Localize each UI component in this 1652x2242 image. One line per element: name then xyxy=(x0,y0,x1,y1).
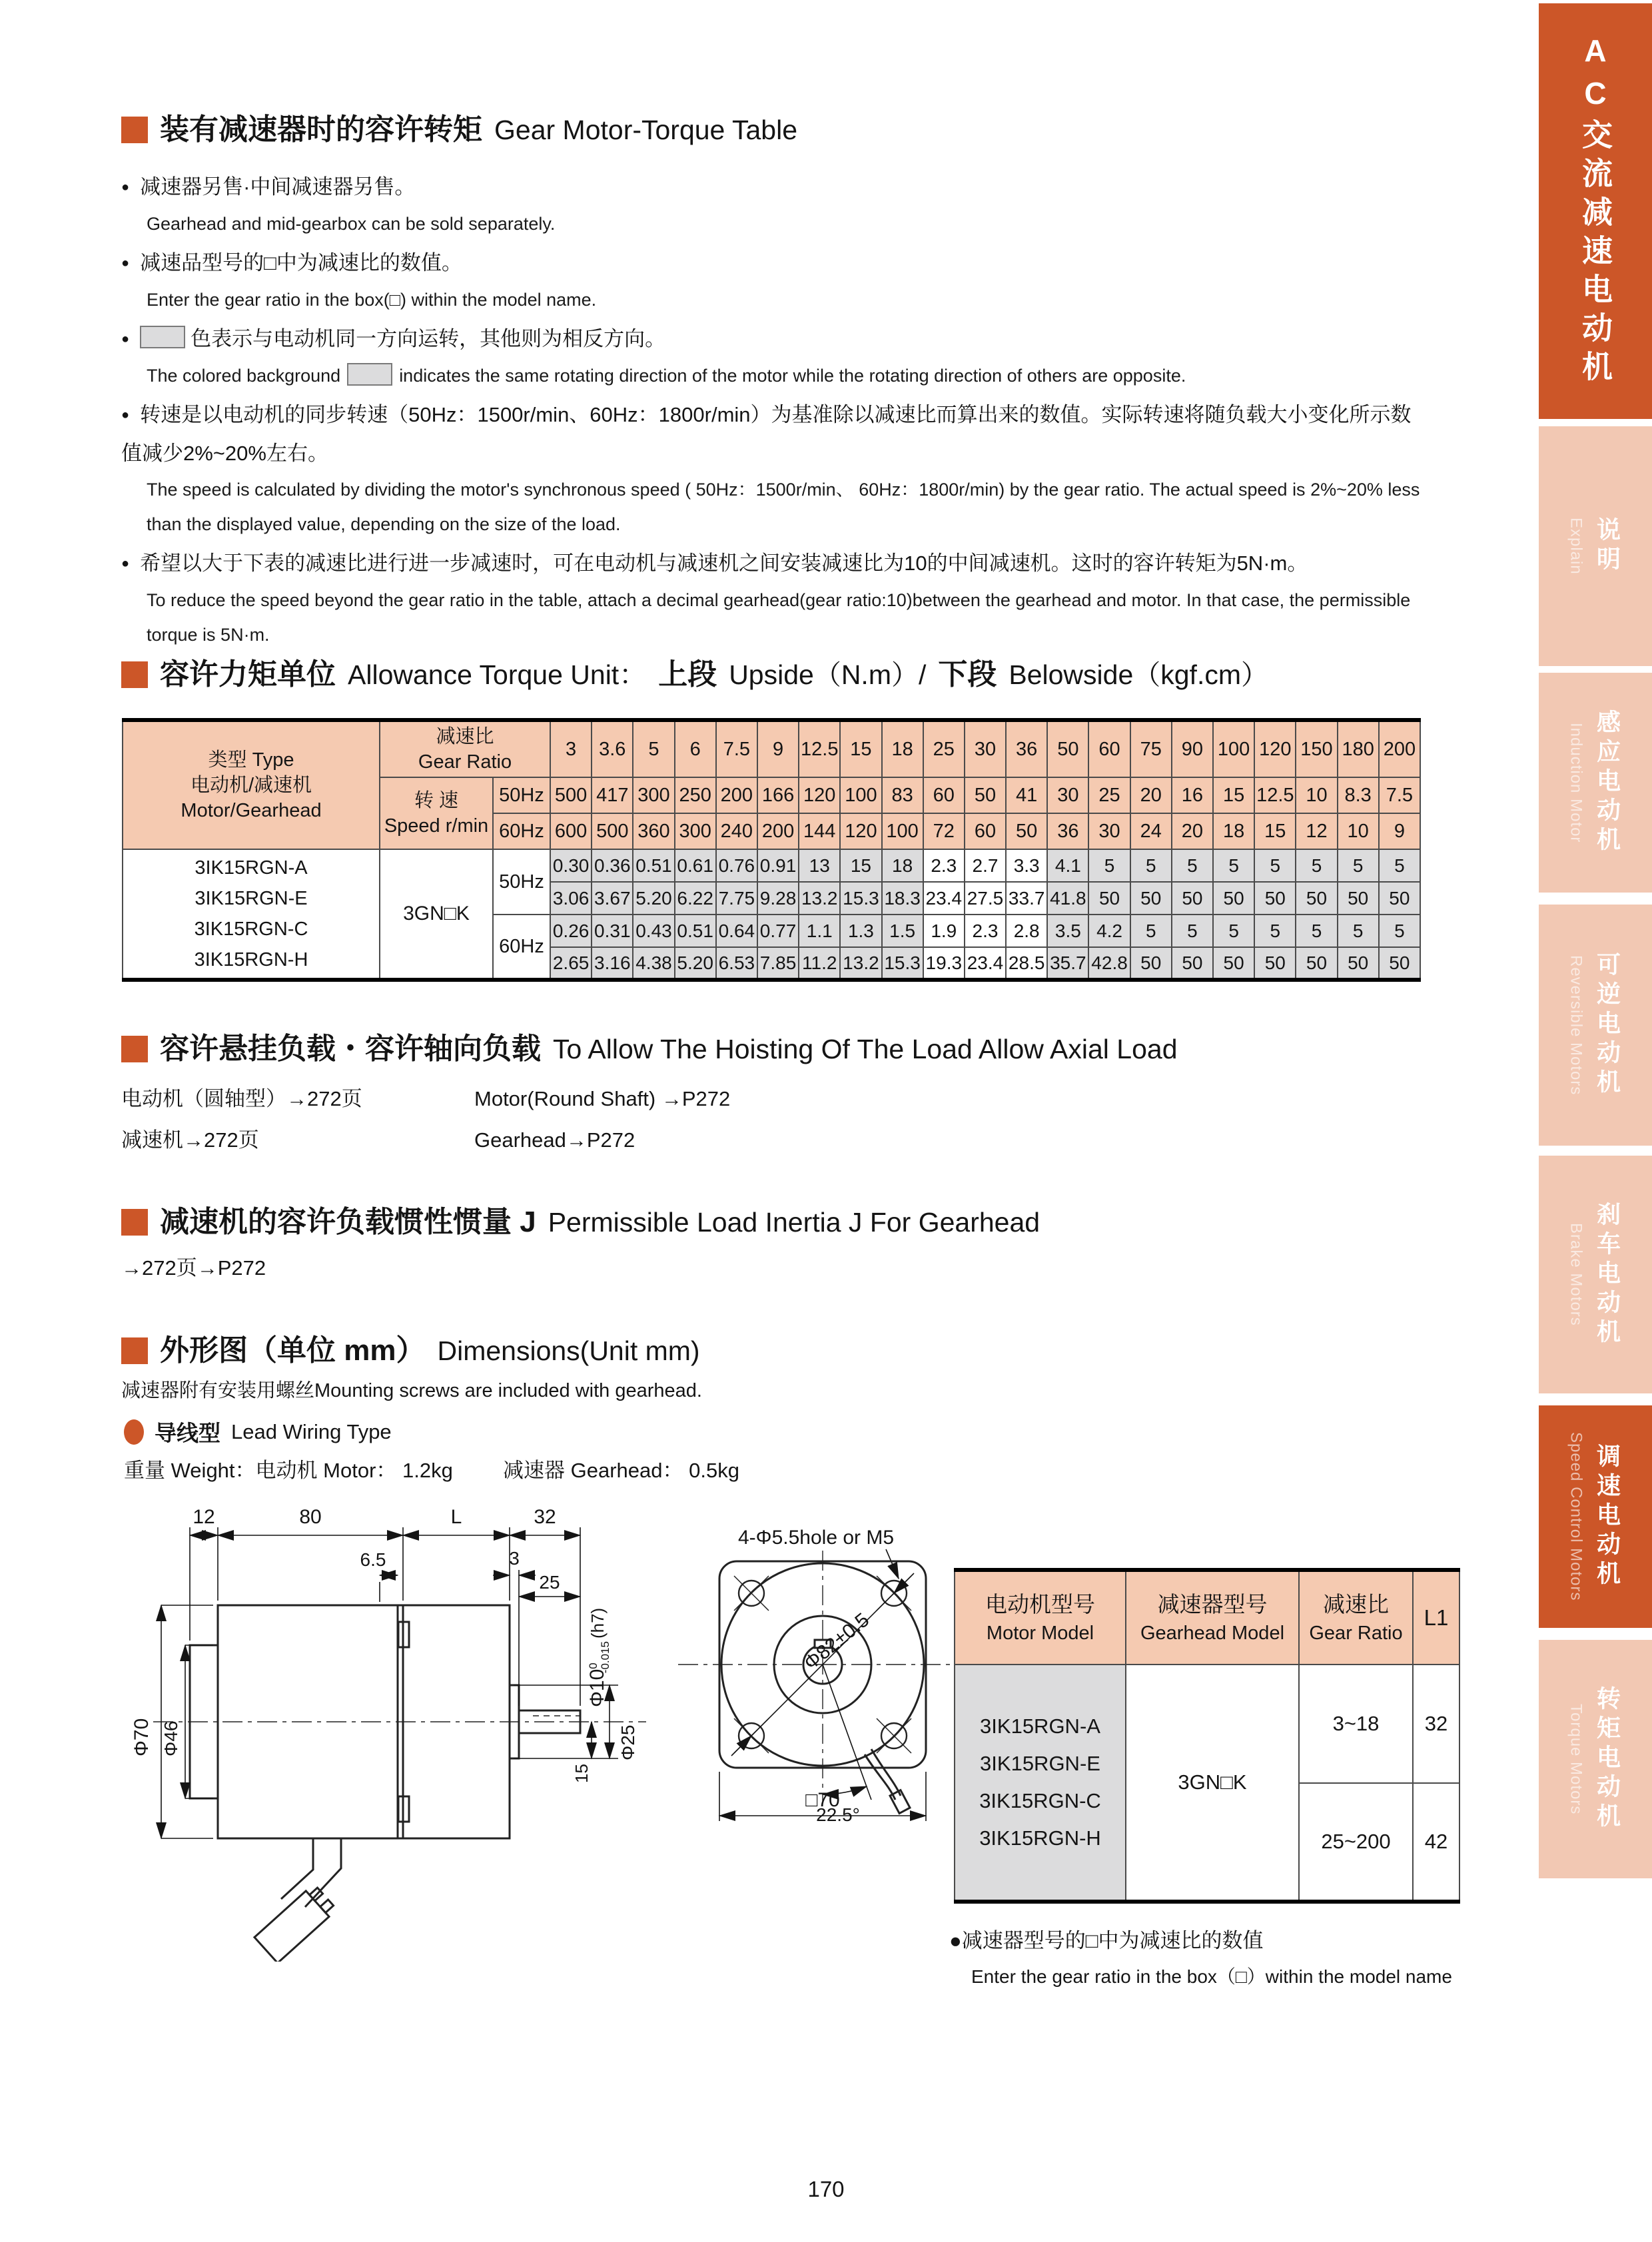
torque-60hz-kgfcm-cell: 50 xyxy=(1338,947,1379,980)
speed-60hz-value-cell: 12 xyxy=(1296,813,1337,849)
torque-60hz-nm-cell: 5 xyxy=(1172,915,1213,947)
speed-50hz-value-cell: 300 xyxy=(633,777,674,813)
torque-60hz-kgfcm-cell: 6.53 xyxy=(716,947,757,980)
gear-ratio-value-cell: 50 xyxy=(1047,720,1088,777)
lead-wire xyxy=(254,1838,341,1962)
sidebar-category-ac-gear-motors: AC交流减速电动机 xyxy=(1539,3,1652,419)
unit-title-zh: 容许力矩单位 xyxy=(160,658,336,691)
speed-50hz-value-cell: 200 xyxy=(716,777,757,813)
torque-50hz-nm-cell: 13 xyxy=(799,849,840,882)
torque-60hz-nm-cell: 0.43 xyxy=(633,915,674,947)
torque-60hz-kgfcm-cell: 50 xyxy=(1296,947,1337,980)
front-view-drawing xyxy=(666,1520,973,1840)
model-table-note-en: Enter the gear ratio in the box（□）within the model name xyxy=(971,1966,1452,1987)
side-view-drawing xyxy=(113,1495,699,1962)
speed-50hz-value-cell: 30 xyxy=(1047,777,1088,813)
speed-50hz-value-cell: 60 xyxy=(923,777,965,813)
gear-ratio-value-cell: 60 xyxy=(1088,720,1130,777)
motor-models-cell: 3IK15RGN-A 3IK15RGN-E 3IK15RGN-C 3IK15RGN-H xyxy=(955,1665,1126,1902)
color-swatch-icon xyxy=(347,363,392,386)
gear-ratio-value-cell: 7.5 xyxy=(716,720,757,777)
gear-ratio-value-cell: 150 xyxy=(1296,720,1337,777)
torque-60hz-kgfcm-cell: 35.7 xyxy=(1047,947,1088,980)
speed-50hz-value-cell: 50 xyxy=(965,777,1006,813)
sidebar-item-brake-motors: Brake Motors 刹车电动机 xyxy=(1539,1156,1652,1393)
speed-50hz-value-cell: 25 xyxy=(1088,777,1130,813)
speed-60hz-value-cell: 100 xyxy=(882,813,923,849)
torque-60hz-kgfcm-cell: 11.2 xyxy=(799,947,840,980)
note-zh: 希望以大于下表的减速比进行进一步减速时，可在电动机与减速机之间安装减速比为10的中间减速机。这时的容许转矩为5N·m。 xyxy=(140,552,1308,575)
speed-60hz-value-cell: 18 xyxy=(1213,813,1254,849)
torque-60hz-nm-cell: 5 xyxy=(1213,915,1254,947)
dimensions-title-zh: 外形图（单位 mm） xyxy=(160,1334,426,1367)
speed-60hz-value-cell: 500 xyxy=(592,813,633,849)
bullet-icon: ● xyxy=(121,556,130,571)
shaft-dim-label: $\Phi 10^0-0.015(h7)$ xyxy=(586,1607,612,1707)
sidebar-item-reversible-motors: Reversible Motors 可逆电动机 xyxy=(1539,905,1652,1146)
torque-50hz-kgfcm-cell: 41.8 xyxy=(1047,882,1088,915)
model-table-header-row xyxy=(955,1570,1459,1665)
gear-ratio-value-cell: 15 xyxy=(840,720,881,777)
speed-60hz-value-cell: 24 xyxy=(1130,813,1172,849)
torque-50hz-kgfcm-cell: 50 xyxy=(1379,882,1420,915)
center-lines xyxy=(678,1551,965,1802)
speed-50hz-value-cell: 166 xyxy=(757,777,799,813)
model-table xyxy=(954,1568,1460,1904)
angle-dimension xyxy=(823,1665,871,1800)
hoisting-ref-gearhead-en: Gearhead→P272 xyxy=(474,1128,635,1152)
torque-50hz-kgfcm-cell: 18.3 xyxy=(882,882,923,915)
bullet-icon: ● xyxy=(121,408,130,422)
torque-50hz-nm-cell: 0.36 xyxy=(592,849,633,882)
torque-50hz-kgfcm-cell: 13.2 xyxy=(799,882,840,915)
leader-line xyxy=(886,1549,899,1579)
torque-60hz-nm-cell: 5 xyxy=(1296,915,1337,947)
torque-50hz-nm-cell: 0.91 xyxy=(757,849,799,882)
sidebar-item-speed-control-motors: Speed Control Motors 调速电动机 xyxy=(1539,1405,1652,1628)
ratio-cell: 25~200 xyxy=(1299,1783,1413,1902)
ratio-cell: 3~18 xyxy=(1299,1665,1413,1783)
color-swatch-icon xyxy=(140,326,185,348)
section-title-en: Gear Motor-Torque Table xyxy=(494,115,798,145)
torque-60hz-nm-cell: 5 xyxy=(1338,915,1379,947)
speed-50hz-value-cell: 15 xyxy=(1213,777,1254,813)
speed-50hz-value-cell: 250 xyxy=(675,777,716,813)
torque-60hz-nm-cell: 0.51 xyxy=(675,915,716,947)
note-zh: 减速品型号的□中为减速比的数值。 xyxy=(140,251,462,274)
speed-60hz-value-cell: 15 xyxy=(1254,813,1296,849)
torque-50hz-kgfcm-cell: 50 xyxy=(1172,882,1213,915)
page-number: 170 xyxy=(807,2177,845,2201)
torque-60hz-nm-cell: 5 xyxy=(1130,915,1172,947)
heading-square-icon xyxy=(121,661,148,688)
sidebar-item-explain: Explain 说明 xyxy=(1539,426,1652,666)
speed-50hz-value-cell: 83 xyxy=(882,777,923,813)
speed-50hz-value-cell: 41 xyxy=(1006,777,1047,813)
unit-belowside-en: Belowside（kgf.cm） xyxy=(1009,659,1268,690)
torque-60hz-kgfcm-cell: 28.5 xyxy=(1006,947,1047,980)
torque-60hz-kgfcm-cell: 50 xyxy=(1379,947,1420,980)
dim-label: 32 xyxy=(534,1506,556,1528)
note-item xyxy=(121,168,1427,241)
motor-models-cell: 3IK15RGN-A 3IK15RGN-E 3IK15RGN-C 3IK15RGN-H xyxy=(123,849,380,980)
bullet-icon: ● xyxy=(121,332,130,346)
torque-50hz-nm-cell: 15 xyxy=(840,849,881,882)
torque-60hz-kgfcm-cell: 50 xyxy=(1254,947,1296,980)
speed-60hz-value-cell: 300 xyxy=(675,813,716,849)
l1-cell: 32 xyxy=(1413,1665,1459,1783)
torque-50hz-nm-cell: 5 xyxy=(1130,849,1172,882)
mounting-screws-note: 减速器附有安装用螺丝Mounting screws are included with gearhead. xyxy=(121,1380,702,1401)
torque-60hz-nm-cell: 5 xyxy=(1254,915,1296,947)
speed-50hz-value-cell: 100 xyxy=(840,777,881,813)
heading-square-icon xyxy=(121,1209,148,1236)
sidebar-item-torque-motors: Torque Motors 转矩电动机 xyxy=(1539,1640,1652,1878)
gear-ratio-value-cell: 75 xyxy=(1130,720,1172,777)
type-header-cell: 类型 Type 电动机/减速机 Motor/Gearhead xyxy=(123,720,380,849)
section-unit-heading xyxy=(121,659,1268,690)
weight-motor: 重量 Weight：电动机 Motor： 1.2kg xyxy=(124,1459,453,1482)
dim-label: Φ70 xyxy=(131,1718,153,1756)
speed-50hz-value-cell: 120 xyxy=(799,777,840,813)
hz60-header-cell: 60Hz xyxy=(493,813,550,849)
torque-60hz-nm-cell: 2.3 xyxy=(965,915,1006,947)
torque-60hz-kgfcm-cell: 50 xyxy=(1130,947,1172,980)
speed-60hz-value-cell: 20 xyxy=(1172,813,1213,849)
note-en: The colored background indicates the same rotating direction of the motor while the rotating direction of others are opposite. xyxy=(121,358,1427,393)
speed-60hz-value-cell: 60 xyxy=(965,813,1006,849)
torque-60hz-nm-cell: 0.26 xyxy=(550,915,592,947)
section-title-zh: 装有减速器时的容许转矩 xyxy=(160,113,482,146)
gear-ratio-value-cell: 9 xyxy=(757,720,799,777)
torque-60hz-nm-cell: 1.1 xyxy=(799,915,840,947)
gear-ratio-value-cell: 3.6 xyxy=(592,720,633,777)
dim-label: Φ25 xyxy=(618,1724,638,1760)
torque-60hz-kgfcm-cell: 42.8 xyxy=(1088,947,1130,980)
torque-notes-list xyxy=(121,168,1427,655)
speed-60hz-value-cell: 10 xyxy=(1338,813,1379,849)
torque-60hz-nm-cell: 1.5 xyxy=(882,915,923,947)
torque-50hz-nm-cell: 5 xyxy=(1296,849,1337,882)
torque-50hz-kgfcm-cell: 33.7 xyxy=(1006,882,1047,915)
gearhead-model-cell: 3GN□K xyxy=(380,849,493,980)
torque-50hz-nm-cell: 3.3 xyxy=(1006,849,1047,882)
unit-upside-en: Upside（N.m）/ xyxy=(729,659,927,690)
torque-60hz-kgfcm-cell: 15.3 xyxy=(882,947,923,980)
gear-ratio-header: 减速比 Gear Ratio xyxy=(1299,1570,1413,1665)
hoisting-ref-motor-en: Motor(Round Shaft) →P272 xyxy=(474,1087,731,1110)
gear-ratio-value-cell: 200 xyxy=(1379,720,1420,777)
torque-60hz-kgfcm-cell: 50 xyxy=(1213,947,1254,980)
gear-ratio-value-cell: 30 xyxy=(965,720,1006,777)
note-item xyxy=(121,244,1427,317)
gear-ratio-value-cell: 12.5 xyxy=(799,720,840,777)
speed-60hz-value-cell: 144 xyxy=(799,813,840,849)
unit-upside-zh: 上段 xyxy=(658,658,717,691)
inertia-ref: →272页→P272 xyxy=(121,1256,266,1280)
lead-wiring-zh: 导线型 xyxy=(155,1421,220,1445)
hoisting-title-en: To Allow The Hoisting Of The Load Allow Axial Load xyxy=(553,1034,1178,1064)
gear-ratio-header-row xyxy=(123,720,1420,777)
torque-50hz-kgfcm-cell: 3.06 xyxy=(550,882,592,915)
torque-60hz-kgfcm-cell: 50 xyxy=(1172,947,1213,980)
dim-label: 25 xyxy=(539,1572,560,1593)
speed-60hz-value-cell: 30 xyxy=(1088,813,1130,849)
torque-60hz-nm-cell: 5 xyxy=(1379,915,1420,947)
bolt-circle-label: Φ82±0.5 xyxy=(799,1609,874,1675)
torque-50hz-kgfcm-cell: 7.75 xyxy=(716,882,757,915)
torque-50hz-kgfcm-cell: 3.67 xyxy=(592,882,633,915)
hoisting-ref-gearhead-zh: 减速机→272页 xyxy=(121,1128,259,1152)
row-label-60hz: 60Hz xyxy=(493,915,550,980)
heading-square-icon xyxy=(121,117,148,143)
torque-row-50hz-nm xyxy=(123,849,1420,882)
torque-50hz-nm-cell: 5 xyxy=(1172,849,1213,882)
speed-50hz-value-cell: 8.3 xyxy=(1338,777,1379,813)
torque-60hz-kgfcm-cell: 2.65 xyxy=(550,947,592,980)
square-label: □70 xyxy=(805,1789,840,1811)
unit-belowside-zh: 下段 xyxy=(938,658,997,691)
bullet-icon: ● xyxy=(121,256,130,270)
torque-50hz-nm-cell: 0.51 xyxy=(633,849,674,882)
angle-label: 22.5° xyxy=(816,1804,860,1825)
torque-50hz-nm-cell: 0.76 xyxy=(716,849,757,882)
note-item-color-legend xyxy=(121,320,1427,393)
torque-50hz-kgfcm-cell: 27.5 xyxy=(965,882,1006,915)
hoisting-ref-motor-zh: 电动机（圆轴型）→272页 xyxy=(121,1087,362,1110)
front-lead-wire xyxy=(865,1749,910,1813)
gear-ratio-value-cell: 36 xyxy=(1006,720,1047,777)
torque-50hz-nm-cell: 4.1 xyxy=(1047,849,1088,882)
torque-60hz-nm-cell: 0.64 xyxy=(716,915,757,947)
torque-table xyxy=(122,718,1421,982)
note-en: Enter the gear ratio in the box(□) within the model name. xyxy=(147,290,597,310)
section-dimensions-heading xyxy=(121,1335,700,1366)
torque-60hz-nm-cell: 4.2 xyxy=(1088,915,1130,947)
heading-square-icon xyxy=(121,1337,148,1364)
note-item xyxy=(121,544,1427,652)
gear-ratio-value-cell: 100 xyxy=(1213,720,1254,777)
torque-50hz-kgfcm-cell: 9.28 xyxy=(757,882,799,915)
note-item xyxy=(121,396,1427,542)
torque-50hz-nm-cell: 2.7 xyxy=(965,849,1006,882)
torque-60hz-nm-cell: 1.9 xyxy=(923,915,965,947)
gear-ratio-value-cell: 180 xyxy=(1338,720,1379,777)
speed-60hz-value-cell: 600 xyxy=(550,813,592,849)
dim-label: 12 xyxy=(193,1506,215,1528)
gear-ratio-value-cell: 90 xyxy=(1172,720,1213,777)
speed-60hz-value-cell: 360 xyxy=(633,813,674,849)
speed-60hz-value-cell: 9 xyxy=(1379,813,1420,849)
torque-50hz-kgfcm-cell: 6.22 xyxy=(675,882,716,915)
gear-ratio-value-cell: 6 xyxy=(675,720,716,777)
note-zh: 转速是以电动机的同步转速（50Hz：1500r/min、60Hz：1800r/min）为基准除以减速比而算出来的数值。实际转速将随负载大小变化所示数值减少2%~20%左右。 xyxy=(121,403,1412,465)
torque-50hz-kgfcm-cell: 5.20 xyxy=(633,882,674,915)
torque-60hz-nm-cell: 2.8 xyxy=(1006,915,1047,947)
torque-60hz-kgfcm-cell: 23.4 xyxy=(965,947,1006,980)
section-inertia-heading xyxy=(121,1207,1040,1238)
torque-50hz-nm-cell: 18 xyxy=(882,849,923,882)
torque-50hz-kgfcm-cell: 50 xyxy=(1254,882,1296,915)
torque-50hz-nm-cell: 5 xyxy=(1379,849,1420,882)
torque-50hz-nm-cell: 5 xyxy=(1213,849,1254,882)
torque-50hz-nm-cell: 0.30 xyxy=(550,849,592,882)
torque-60hz-kgfcm-cell: 13.2 xyxy=(840,947,881,980)
speed-50hz-value-cell: 20 xyxy=(1130,777,1172,813)
torque-50hz-nm-cell: 0.61 xyxy=(675,849,716,882)
speed-50hz-value-cell: 500 xyxy=(550,777,592,813)
torque-50hz-nm-cell: 5 xyxy=(1254,849,1296,882)
torque-60hz-nm-cell: 3.5 xyxy=(1047,915,1088,947)
speed-50hz-value-cell: 10 xyxy=(1296,777,1337,813)
dim-label: 80 xyxy=(299,1506,322,1528)
torque-60hz-kgfcm-cell: 4.38 xyxy=(633,947,674,980)
torque-50hz-nm-cell: 5 xyxy=(1088,849,1130,882)
dimensions-title-en: Dimensions(Unit mm) xyxy=(437,1335,700,1366)
gear-ratio-value-cell: 120 xyxy=(1254,720,1296,777)
gear-ratio-value-cell: 3 xyxy=(550,720,592,777)
gear-ratio-header-cell: 减速比 Gear Ratio xyxy=(380,720,550,777)
inertia-title-zh: 减速机的容许负载惯性惯量 J xyxy=(160,1206,536,1238)
gear-ratio-value-cell: 5 xyxy=(633,720,674,777)
speed-50hz-value-cell: 7.5 xyxy=(1379,777,1420,813)
hoisting-title-zh: 容许悬挂负载・容许轴向负载 xyxy=(160,1032,541,1065)
torque-60hz-nm-cell: 0.77 xyxy=(757,915,799,947)
sidebar-item-induction-motor: Induction Motor 感应电动机 xyxy=(1539,673,1652,893)
torque-60hz-kgfcm-cell: 7.85 xyxy=(757,947,799,980)
torque-50hz-nm-cell: 2.3 xyxy=(923,849,965,882)
l1-header: L1 xyxy=(1413,1570,1459,1665)
gear-ratio-value-cell: 25 xyxy=(923,720,965,777)
speed-60hz-value-cell: 72 xyxy=(923,813,965,849)
gear-ratio-value-cell: 18 xyxy=(882,720,923,777)
section-torque-heading xyxy=(121,115,797,145)
section-hoisting-heading xyxy=(121,1034,1178,1064)
model-table-row xyxy=(955,1665,1459,1783)
torque-50hz-kgfcm-cell: 15.3 xyxy=(840,882,881,915)
note-en: Gearhead and mid-gearbox can be sold separately. xyxy=(147,214,556,234)
dim-label: 3 xyxy=(509,1548,520,1569)
torque-60hz-nm-cell: 0.31 xyxy=(592,915,633,947)
speed-header-cell: 转 速 Speed r/min xyxy=(380,777,493,849)
holes-label: 4-Φ5.5hole or M5 xyxy=(737,1527,895,1549)
heading-square-icon xyxy=(121,1036,148,1062)
torque-50hz-kgfcm-cell: 50 xyxy=(1296,882,1337,915)
dim-label: Φ46 xyxy=(161,1720,181,1756)
speed-50hz-value-cell: 12.5 xyxy=(1254,777,1296,813)
torque-50hz-nm-cell: 5 xyxy=(1338,849,1379,882)
unit-title-en: Allowance Torque Unit： xyxy=(348,659,647,690)
speed-60hz-value-cell: 200 xyxy=(757,813,799,849)
bullet-icon: ● xyxy=(121,180,130,194)
orange-dot-icon xyxy=(124,1419,144,1445)
torque-60hz-kgfcm-cell: 3.16 xyxy=(592,947,633,980)
note-zh: 减速器另售·中间减速器另售。 xyxy=(140,175,416,198)
hz50-header-cell: 50Hz xyxy=(493,777,550,813)
speed-60hz-value-cell: 240 xyxy=(716,813,757,849)
torque-60hz-kgfcm-cell: 5.20 xyxy=(675,947,716,980)
gearhead-model-cell: 3GN□K xyxy=(1126,1665,1299,1902)
inertia-title-en: Permissible Load Inertia J For Gearhead xyxy=(548,1207,1040,1238)
torque-60hz-nm-cell: 1.3 xyxy=(840,915,881,947)
dim-label: 6.5 xyxy=(360,1549,386,1570)
torque-50hz-kgfcm-cell: 50 xyxy=(1213,882,1254,915)
speed-60hz-value-cell: 120 xyxy=(840,813,881,849)
weight-gearhead: 减速器 Gearhead： 0.5kg xyxy=(503,1459,739,1482)
speed-60hz-value-cell: 36 xyxy=(1047,813,1088,849)
speed-50hz-value-cell: 417 xyxy=(592,777,633,813)
dim-label: 15 xyxy=(572,1764,592,1783)
torque-50hz-kgfcm-cell: 50 xyxy=(1088,882,1130,915)
model-table-note-zh: ●减速器型号的□中为减速比的数值 xyxy=(949,1929,1264,1952)
motor-model-header: 电动机型号 Motor Model xyxy=(955,1570,1126,1665)
torque-50hz-kgfcm-cell: 23.4 xyxy=(923,882,965,915)
l1-cell: 42 xyxy=(1413,1783,1459,1902)
speed-50hz-value-cell: 16 xyxy=(1172,777,1213,813)
row-label-50hz: 50Hz xyxy=(493,849,550,915)
torque-50hz-kgfcm-cell: 50 xyxy=(1130,882,1172,915)
torque-50hz-kgfcm-cell: 50 xyxy=(1338,882,1379,915)
side-nav xyxy=(1539,0,1652,2242)
note-en: The speed is calculated by dividing the motor's synchronous speed ( 50Hz：1500r/min、 60Hz：1800r/min) by the gear ratio. The actual speed is 2%~20% less than the displayed value, depending on the size of the load. xyxy=(147,480,1420,534)
speed-60hz-value-cell: 50 xyxy=(1006,813,1047,849)
torque-60hz-kgfcm-cell: 19.3 xyxy=(923,947,965,980)
gearhead-model-header: 减速器型号 Gearhead Model xyxy=(1126,1570,1299,1665)
note-en: To reduce the speed beyond the gear ratio in the table, attach a decimal gearhead(gear ratio:10)between the gearhead and motor. In that case, the permissible torque is 5N·m. xyxy=(147,590,1411,645)
note-zh: 色表示与电动机同一方向运转，其他则为相反方向。 xyxy=(191,327,666,350)
lead-wiring-en: Lead Wiring Type xyxy=(231,1419,392,1443)
lead-wiring-line xyxy=(124,1416,392,1447)
dim-label: L xyxy=(450,1506,462,1528)
